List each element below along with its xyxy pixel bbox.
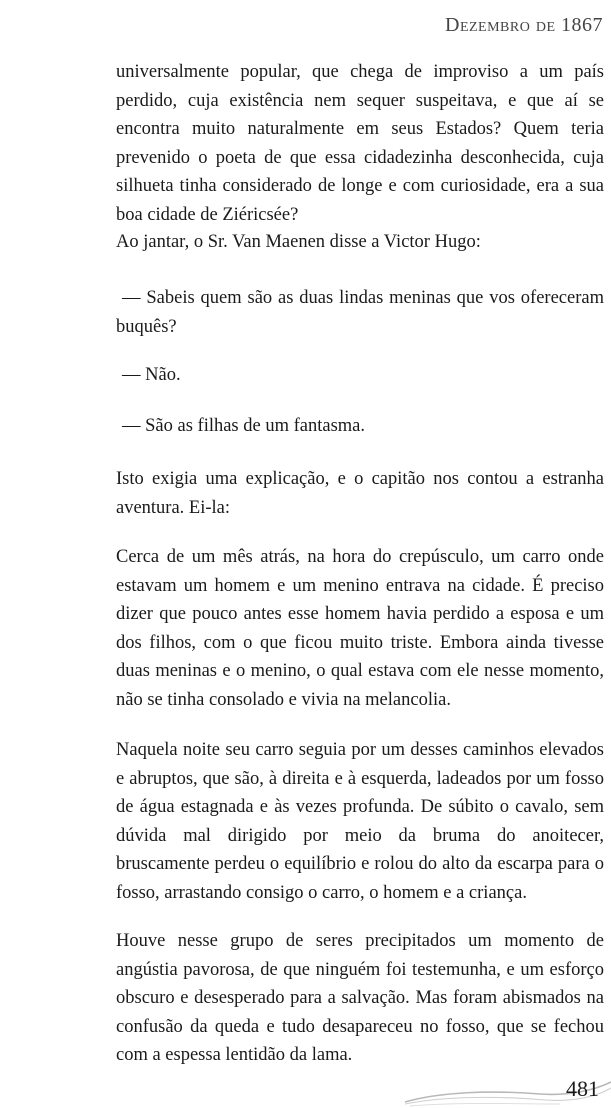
- page-number: 481: [566, 1076, 599, 1101]
- paragraph-1: [116, 58, 604, 229]
- paragraph-text: — Não.: [122, 365, 181, 385]
- paragraph-text: — Sabeis quem são as duas lindas meninas que vos ofereceram buquês?: [116, 288, 604, 337]
- paragraph-text: — São as filhas de um fantasma.: [122, 416, 366, 436]
- paragraph-7: [116, 543, 604, 714]
- paragraph-9: [116, 927, 604, 1070]
- dialogue-line-1: [116, 284, 604, 341]
- paragraph-text: universalmente popular, que chega de improviso a um país perdido, cuja existência nem sequer suspeitava, e que aí se encontra muito naturalmente em seus Estados? Quem teria prevenido o poeta de que essa cidadezinha desconhecida, cuja silhueta tinha considerado de longe e com curiosidade, era a sua boa cidade de Ziéricsée?: [116, 62, 604, 225]
- running-header: Dezembro de 1867: [445, 14, 603, 36]
- paragraph-2: [116, 228, 604, 257]
- paragraph-text: Cerca de um mês atrás, na hora do crepúsculo, um carro onde estavam um homem e um menino entrava na cidade. É preciso dizer que pouco antes esse homem havia perdido a esposa e um dos filhos, com o que ficou muito triste. Embora ainda tivesse duas meninas e o menino, o qual estava com ele nesse momento, não se tinha consolado e vivia na melancolia.: [116, 547, 604, 710]
- paragraph-text: Ao jantar, o Sr. Van Maenen disse a Victor Hugo:: [116, 232, 481, 252]
- paragraph-6: [116, 465, 604, 522]
- paragraph-text: Isto exigia uma explicação, e o capitão nos contou a estranha aventura. Ei-la:: [116, 469, 604, 518]
- paragraph-text: Houve nesse grupo de seres precipitados um momento de angústia pavorosa, de que ninguém foi testemunha, e um esforço obscuro e desesperado para a salvação. Mas foram abismados na confusão da queda e tudo desapareceu no fosso, que se fechou com a espessa lentidão da lama.: [116, 931, 604, 1065]
- dialogue-line-3: [116, 412, 610, 441]
- paragraph-8: [116, 736, 604, 907]
- paragraph-text: Naquela noite seu carro seguia por um desses caminhos elevados e abruptos, que são, à direita e à esquerda, ladeados por um fosso de água estagnada e às vezes profunda. De súbito o cavalo, sem dúvida mal dirigido por meio da bruma do anoitecer, bruscamente perdeu o equilíbrio e rolou do alto da escarpa para o fosso, arrastando consigo o carro, o homem e a criança.: [116, 740, 604, 903]
- dialogue-line-2: [116, 361, 610, 390]
